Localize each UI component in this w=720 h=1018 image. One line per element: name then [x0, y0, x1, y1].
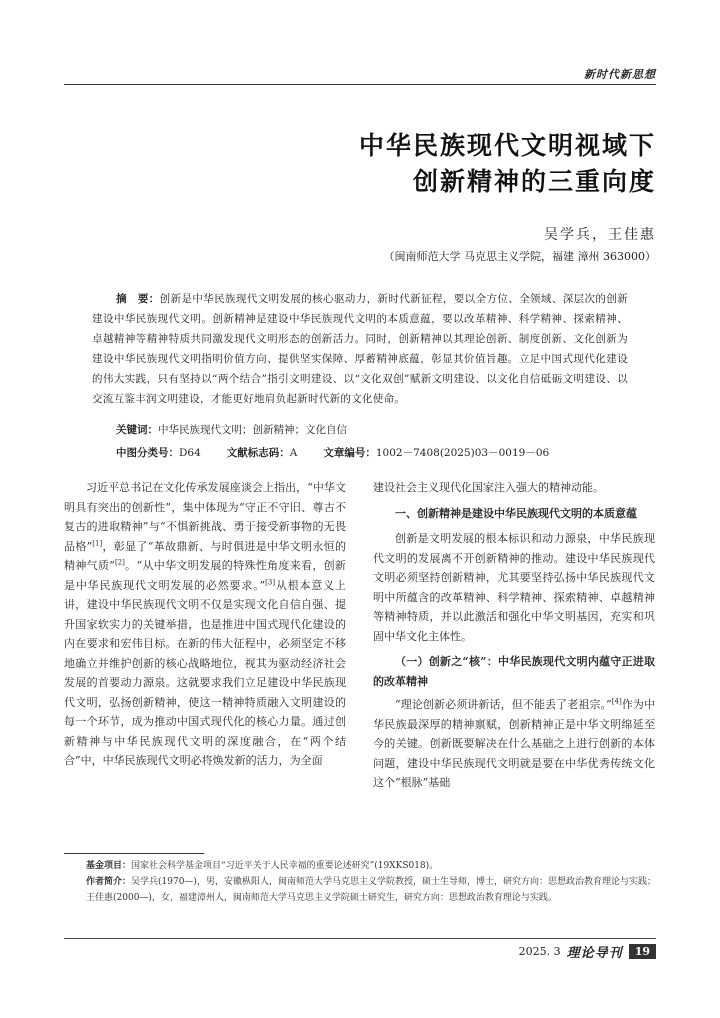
keywords-text: 中华民族现代文明；创新精神；文化自信 [158, 424, 347, 436]
body-right-column [373, 478, 655, 793]
classification-line [116, 445, 628, 460]
abstract [92, 289, 628, 409]
issue-number: 2025. 3 [518, 945, 561, 958]
author-note-text: 吴学兵(1970—)，男，安徽枞阳人，闽南师范大学马克思主义学院教授，硕士生导师，博士，研究方向：思想政治教育理论与实践；王佳惠(2000—)，女，福建漳州人，闽南师范大学马克思主义学院硕士研究生，研究方向：思想政治教育理论与实践。 [86, 877, 656, 903]
doc-code-value: A [289, 447, 298, 459]
article-number-label: 文章编号： [323, 447, 376, 459]
authors: 吴学兵，王佳惠 [544, 227, 656, 243]
subsection-1-paragraph [373, 695, 655, 793]
doc-code-label: 文献标志码： [226, 447, 290, 459]
citation-4: [4] [611, 697, 622, 706]
column-tag: 新时代新思想 [584, 68, 656, 81]
body-left-column [64, 478, 346, 771]
keywords [116, 422, 628, 437]
subsection-heading-1: （一）创新之“核”：中华民族现代文明内蕴守正进取的改革精神 [373, 655, 655, 688]
author-note-label: 作者简介： [86, 877, 132, 887]
article-number-value: 1002－7408(2025)03－0019－06 [375, 447, 550, 459]
header-rule [64, 84, 656, 85]
footnote-rule [64, 853, 204, 854]
quote-text: “理论创新必须讲新话，但不能丢了老祖宗。” [395, 698, 612, 711]
keywords-label: 关键词： [116, 424, 158, 436]
abstract-label: 摘 要： [116, 293, 160, 305]
citation-3: [3] [265, 577, 276, 586]
intro-text-4: 从根本意义上讲，建设中华民族现代文明不仅是实现文化自信自强、提升国家软实力的关键举措，也是推进中国式现代化建设的内在要求和宏伟目标。在新的伟大征程中，必须坚定不移地确立并维护创新的核心战略地位，视其为驱动经济社会发展的首要动力源泉。这就要求我们立足建设中华民族现代文明，弘扬创新精神，使这一精神特质融入文明建设的每一个环节，成为推动中国式现代化的核心力量。通过创新精神与中华民族现代文明的深度融合，在“两个结合”中，中华民族现代文明必将焕发新的活力，为全面 [64, 578, 347, 767]
clc-label: 中图分类号： [116, 447, 179, 459]
page-footer [519, 942, 656, 961]
abstract-text: 创新是中华民族现代文明发展的核心驱动力，新时代新征程，要以全方位、全领域、深层次的创新建设中华民族现代文明。创新精神是建设中华民族现代文明的本质意蕴，要以改革精神、科学精神、探索精神、卓越精神等精神特质共同激发现代文明形态的创新活力。同时，创新精神以其理论创新、制度创新、文化创新为建设中华民族现代文明指明价值方向、提供坚实保障、厚蓄精神底蕴，彰显其价值旨趣。立足中国式现代化建设的伟大实践，只有坚持以“两个结合”指引文明建设、以“文化双创”赋新文明建设、以文化自信砥砺文明建设、以交流互鉴丰润文明建设，才能更好地肩负起新时代新的文化使命。 [92, 293, 628, 405]
intro-paragraph [64, 478, 346, 771]
intro-continuation: 建设社会主义现代化国家注入强大的精神动能。 [373, 481, 604, 494]
intro-text-3: 。“从中华文明发展的特殊性角度来看，创新是中华民族现代文明发展的必然要求。” [64, 559, 347, 592]
citation-1: [1] [92, 538, 103, 547]
section-1-paragraph: 创新是文明发展的根本标识和动力源泉，中华民族现代文明的发展离不开创新精神的推动。建设中华民族现代文明必须坚持创新精神，尤其要坚持弘扬中华民族现代文明中所蕴含的改革精神、科学精神、探索精神、卓越精神等精神特质，并以此激活和强化中华文明基因，充实和巩固中华文化主体性。 [373, 532, 655, 643]
affiliation: （闽南师范大学 马克思主义学院，福建 漳州 363000） [383, 250, 656, 263]
intro-text-2: ，彰显了“革故鼎新、与时俱进是中华文明永恒的精神气质” [64, 539, 347, 572]
clc-value: D64 [179, 447, 201, 459]
fund-label: 基金项目： [86, 861, 132, 871]
fund-text: 国家社会科学基金项目“习近平关于人民幸福的重要论述研究”(19XKS018)。 [131, 861, 439, 871]
section-heading-1: 一、创新精神是建设中华民族现代文明的本质意蕴 [395, 506, 637, 520]
page-number: 19 [629, 944, 656, 959]
title-line-1: 中华民族现代文明视域下 [358, 131, 656, 160]
fund-note [64, 858, 656, 874]
article-title [359, 128, 656, 200]
citation-2: [2] [114, 558, 125, 567]
footer-rule [64, 938, 656, 939]
footnotes [64, 858, 656, 906]
subsection-1-text: 作为中华民族最深厚的精神禀赋，创新精神正是中华文明绵延至今的关键。创新既要解决在什么基础之上进行创新的本体问题，建设中华民族现代文明就是要在中华优秀传统文化这个“根脉”基础 [373, 698, 656, 789]
journal-name: 理论导刊 [566, 946, 623, 961]
author-note [64, 874, 656, 906]
intro-text-1: 习近平总书记在文化传承发展座谈会上指出，“中华文明具有突出的创新性”，集中体现为“守正不守旧、尊古不复古的进取精神”与“不惧新挑战、勇于接受新事物的无畏品格” [64, 481, 346, 553]
title-line-2: 创新精神的三重向度 [412, 167, 656, 196]
